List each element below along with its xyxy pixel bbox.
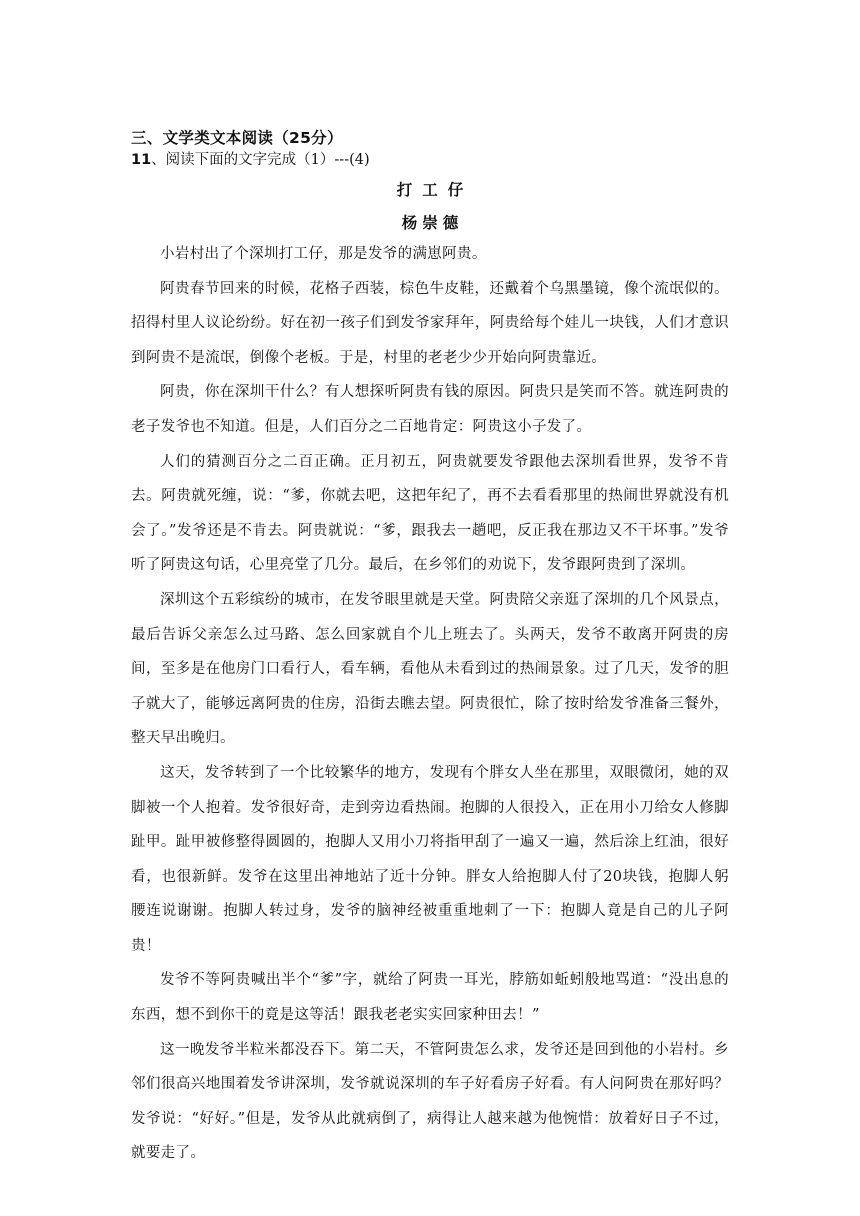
question-prompt [131,149,729,171]
story-paragraph: 这一晚发爷半粒米都没吞下。第二天，不管阿贵怎么求，发爷还是回到他的小岩村。乡邻们很高兴地围着发爷讲深圳，发爷就说深圳的车子好看房子好看。有人问阿贵在那好吗？发爷说：“好好。”但是，发爷从此就病倒了，病得让人越来越为他惋惜：放着好日子不过，就要走了。 [131,1041,729,1162]
story-paragraph: 深圳这个五彩缤纷的城市，在发爷眼里就是天堂。阿贵陪父亲逛了深圳的几个风景点，最后告诉父亲怎么过马路、怎么回家就自个儿上班去了。头两天，发爷不敢离开阿贵的房间，至多是在他房门口看行人，看车辆，看他从未看到过的热闹景象。过了几天，发爷的胆子就大了，能够远离阿贵的住房，沿街去瞧去望。阿贵很忙，除了按时给发爷准备三餐外，整天早出晚归。 [131,591,729,747]
story-body [131,237,729,1171]
story-paragraph: 阿贵春节回来的时候，花格子西装，棕色牛皮鞋，还戴着个乌黑墨镜，像个流氓似的。招得村里人议论纷纷。好在初一孩子们到发爷家拜年，阿贵给每个娃儿一块钱，人们才意识到阿贵不是流氓，倒像个老板。于是，村里的老老少少开始向阿贵靠近。 [131,280,729,366]
story-paragraph: 发爷不等阿贵喊出半个“爹”字，就给了阿贵一耳光，脖筋如蚯蚓般地骂道：“没出息的东西，想不到你干的竟是这等活！跟我老老实实回家种田去！” [131,972,729,1024]
story-paragraph: 这天，发爷转到了一个比较繁华的地方，发现有个胖女人坐在那里，双眼微闭，她的双脚被一个人抱着。发爷很好奇，走到旁边看热闹。抱脚的人很投入，正在用小刀给女人修脚趾甲。趾甲被修整得圆圆的，抱脚人又用小刀将指甲刮了一遍又一遍，然后涂上红油，很好看，也很新鲜。发爷在这里出神地站了近十分钟。胖女人给抱脚人付了20块钱，抱脚人躬腰连说谢谢。抱脚人转过身，发爷的脑神经被重重地刺了一下：抱脚人竟是自己的儿子阿贵！ [131,764,729,954]
question-number: 11 [131,152,152,168]
exam-content [131,127,729,1171]
story-title: 打工仔 [396,181,474,199]
story-paragraph: 阿贵，你在深圳干什么？有人想探听阿贵有钱的原因。阿贵只是笑而不答。就连阿贵的老子发爷也不知道。但是，人们百分之二百地肯定：阿贵这小子发了。 [131,384,729,435]
question-text: 、阅读下面的文字完成（1）---(4) [151,152,370,168]
story-paragraph: 人们的猜测百分之二百正确。正月初五，阿贵就要发爷跟他去深圳看世界，发爷不肯去。阿贵就死缠，说：“爹，你就去吧，这把年纪了，再不去看看那里的热闹世界就没有机会了。”发爷还是不肯去。阿贵就说：“爹，跟我去一趟吧，反正我在那边又不干坏事。”发爷听了阿贵这句话，心里亮堂了几分。最后，在乡邻们的劝说下，发爷跟阿贵到了深圳。 [131,453,729,574]
section-heading: 三、文学类文本阅读（25分） [131,129,343,147]
story-paragraph: 小岩村出了个深圳打工仔，那是发爷的满崽阿贵。 [160,246,487,262]
story-author: 杨崇德 [401,214,464,232]
